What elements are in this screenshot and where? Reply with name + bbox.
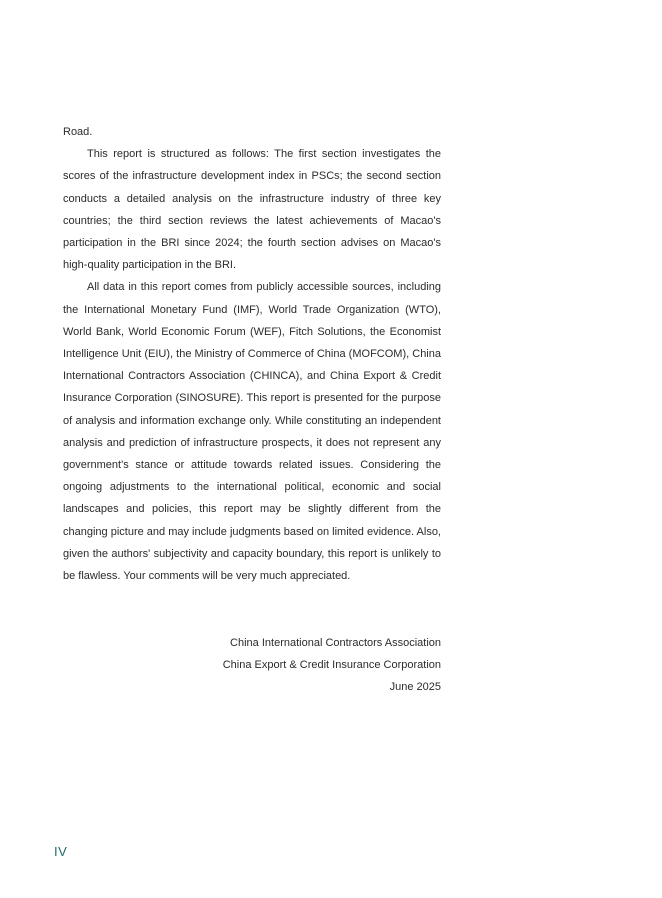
signature-org-chinca: China International Contractors Association — [230, 637, 441, 649]
continuation-text: Road. — [63, 126, 93, 138]
page-number: IV — [54, 844, 68, 859]
signature-org-sinosure: China Export & Credit Insurance Corporation — [222, 659, 441, 672]
body-text — [63, 121, 441, 587]
paragraph-report-structure: This report is structured as follows: The first section investigates the scores of the infrastructure development index in PSCs; the second section conducts a detailed analysis on the infrastructure industry of three key countries; the third section reviews the latest achievements of Macao's participation in the BRI since 2024; the fourth section advises on Macao's high-quality participation in the BRI. — [63, 148, 441, 272]
paragraph-data-sources: All data in this report comes from publicly accessible sources, including the International Monetary Fund (IMF), World Trade Organization (WTO), World Bank, World Economic Forum (WEF), Fitch Solutions, the Economist Intelligence Unit (EIU), the Ministry of Commerce of China (MOFCOM), China International Contractors Association (CHINCA), and China Export & Credit Insurance Corporation (SINOSURE). This report is presented for the purpose of analysis and information exchange only. While constituting an independent analysis and prediction of infrastructure prospects, it does not represent any government's stance or attitude towards related issues. Considering the ongoing adjustments to the international political, economic and social landscapes and policies, this report may be slightly different from the changing picture and may include judgments based on limited evidence. Also, given the authors' subjectivity and capacity boundary, this report is unlikely to be flawless. Your comments will be very much appreciated. — [63, 281, 441, 583]
signature-block — [223, 632, 441, 699]
signature-date: June 2025 — [389, 681, 441, 694]
